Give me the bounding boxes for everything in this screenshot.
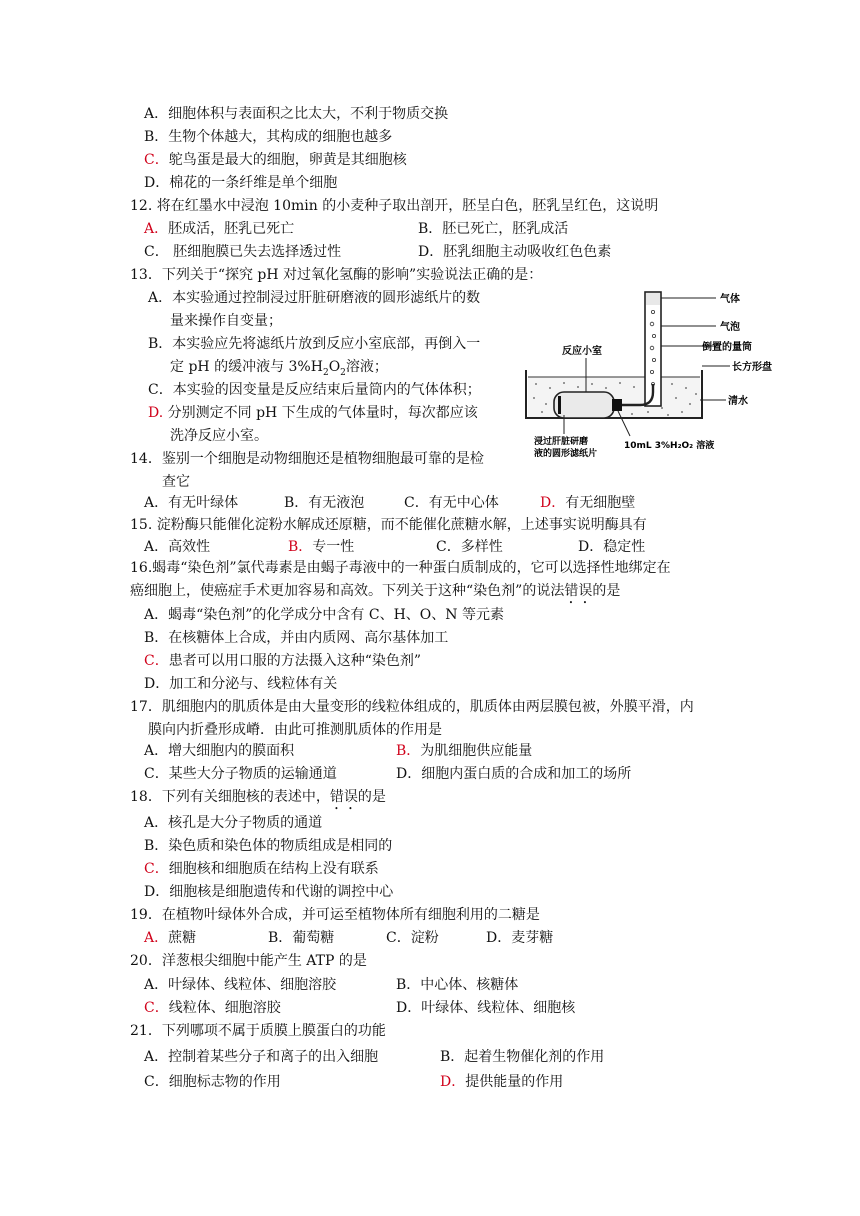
q13-option-d-line2: 洗净反应小室。	[170, 428, 268, 444]
answer-mark: C．	[144, 1000, 169, 1016]
label-solution: 10mL 3%H₂O₂ 溶液	[624, 441, 715, 451]
label-cylinder: 倒置的量筒	[702, 342, 752, 353]
answer-mark: D．	[440, 1074, 466, 1090]
q18-option-c	[144, 859, 379, 879]
q17-option-a: A．增大细胞内的膜面积	[144, 743, 295, 759]
q16-stem-line2	[130, 581, 620, 607]
q17-stem-line2: 膜向内折叠形成嵴．由此可推测肌质体的作用是	[148, 722, 442, 738]
q20-stem: 20．洋葱根尖细胞中能产生 ATP 的是	[130, 953, 367, 969]
q11-option-c	[144, 150, 407, 170]
q13-stem: 13．下列关于“探究 pH 对过氧化氢酶的影响”实验说法正确的是：	[130, 267, 543, 283]
q16-option-c	[144, 651, 421, 671]
text: 的是	[357, 789, 386, 805]
label-chamber: 反应小室	[562, 346, 602, 357]
q14-option-d-text: 有无细胞壁	[565, 495, 636, 511]
q21-option-c: C．细胞标志物的作用	[144, 1074, 281, 1090]
q12-option-a	[144, 219, 294, 239]
q16-option-c-text: 患者可以用口服的方法摄入这种“染色剂”	[168, 653, 422, 669]
q20-option-a: A．叶绿体、线粒体、细胞溶胶	[144, 977, 337, 993]
emphasis-mark: 错误	[564, 583, 593, 599]
q17-stem-line1: 17．肌细胞内的肌质体是由大量变形的线粒体组成的，肌质体由两层膜包被，外膜平滑，内	[130, 699, 694, 715]
q21-option-d	[440, 1072, 563, 1092]
q11-option-d: D．棉花的一条纤维是单个细胞	[144, 175, 338, 191]
q14-stem-line2: 查它	[162, 474, 190, 490]
q17-option-d: D．细胞内蛋白质的合成和加工的场所	[396, 766, 632, 782]
q14-option-b: B．有无液泡	[284, 495, 365, 511]
q15-option-b	[288, 537, 354, 557]
q13-option-b-line2	[170, 357, 388, 383]
q19-option-a	[144, 928, 196, 948]
answer-mark: C．	[144, 861, 169, 877]
answer-mark: B．	[288, 539, 313, 555]
answer-mark: D．	[540, 495, 566, 511]
text: 18．下列有关细胞核的表述中，	[130, 789, 330, 805]
q18-option-d: D．细胞核是细胞遗传和代谢的调控中心	[144, 884, 394, 900]
q12-option-b: B．胚已死亡，胚乳成活	[418, 221, 569, 237]
q19-stem: 19．在植物叶绿体外合成，并可运至植物体所有细胞利用的二糖是	[130, 907, 540, 923]
q18-stem	[130, 787, 386, 813]
q13-option-d-text: 分别测定不同 pH 下生成的气体量时，每次都应该	[163, 405, 478, 421]
q16-option-b: B．在核糖体上合成，并由内质网、高尔基体加工	[144, 630, 449, 646]
answer-mark: C．	[144, 152, 169, 168]
experiment-diagram	[512, 284, 790, 462]
label-filter-line2: 液的圆形滤纸片	[534, 449, 598, 459]
q14-stem-line1: 14．鉴别一个细胞是动物细胞还是植物细胞最可靠的是检	[130, 451, 484, 467]
q14-option-a: A．有无叶绿体	[144, 495, 239, 511]
label-filter-line1: 浸过肝脏研磨	[534, 437, 589, 447]
text: 的是	[592, 583, 621, 599]
q13-option-a-line2: 量来操作自变量；	[170, 313, 282, 329]
q18-option-b: B．染色质和染色体的物质组成是相同的	[144, 838, 393, 854]
emphasis-mark: 错误	[329, 789, 358, 805]
q11-option-a: A．细胞体积与表面积之比太大，不利于物质交换	[144, 106, 449, 122]
q16-option-d: D．加工和分泌与、线粒体有关	[144, 676, 338, 692]
q17-option-b-text: 为肌细胞供应能量	[420, 743, 533, 759]
subscript: 2	[340, 367, 346, 378]
q21-option-b: B．起着生物催化剂的作用	[440, 1049, 605, 1065]
q20-option-d: D．叶绿体、线粒体、细胞核	[396, 1000, 576, 1016]
q11-option-c-text: 鸵鸟蛋是最大的细胞，卵黄是其细胞核	[168, 152, 407, 168]
q17-option-c: C．某些大分子物质的运输通道	[144, 766, 337, 782]
label-bubble: 气泡	[720, 322, 740, 333]
label-tray: 长方形盘	[732, 362, 772, 373]
q15-option-c: C．多样性	[436, 539, 503, 555]
q18-option-a: A．核孔是大分子物质的通道	[144, 815, 323, 831]
q21-stem: 21．下列哪项不属于质膜上膜蛋白的功能	[130, 1023, 386, 1039]
q19-option-b: B．葡萄糖	[268, 930, 335, 946]
q19-option-d: D．麦芽糖	[486, 930, 554, 946]
q12-option-d: D．胚乳细胞主动吸收红色色素	[418, 244, 612, 260]
q17-option-b	[396, 741, 532, 761]
q15-option-a: A．高效性	[144, 539, 211, 555]
answer-mark: A．	[144, 930, 169, 946]
text: O	[328, 359, 341, 375]
q19-option-a-text: 蔗糖	[168, 930, 197, 946]
q21-option-d-text: 提供能量的作用	[465, 1074, 564, 1090]
q20-option-c-text: 线粒体、细胞溶胶	[168, 1000, 281, 1016]
subscript: 2	[322, 367, 329, 378]
q11-option-b: B．生物个体越大，其构成的细胞也越多	[144, 129, 393, 145]
text: 溶液；	[345, 359, 388, 375]
answer-mark: D.	[148, 405, 164, 421]
q15-option-d: D．稳定性	[578, 539, 646, 555]
q13-option-a-line1: A．本实验通过控制浸过肝脏研磨液的圆形滤纸片的数	[148, 290, 481, 306]
answer-mark: C．	[144, 653, 169, 669]
q12-option-c: C． 胚细胞膜已失去选择透过性	[144, 244, 342, 260]
label-water: 清水	[728, 396, 748, 407]
q18-option-c-text: 细胞核和细胞质在结构上没有联系	[168, 861, 379, 877]
q20-option-c	[144, 998, 281, 1018]
q12-option-a-text: 胚成活，胚乳已死亡	[168, 221, 295, 237]
q15-option-b-text: 专一性	[312, 539, 355, 555]
q14-option-d	[540, 493, 635, 513]
q20-option-b: B．中心体、核糖体	[396, 977, 519, 993]
q19-option-c: C．淀粉	[386, 930, 439, 946]
q15-stem: 15. 淀粉酶只能催化淀粉水解成还原糖，而不能催化蔗糖水解，上述事实说明酶具有	[130, 517, 647, 533]
q14-option-c: C．有无中心体	[404, 495, 499, 511]
q13-option-c: C．本实验的因变量是反应结束后量筒内的气体体积；	[148, 382, 481, 398]
answer-mark: B．	[396, 743, 421, 759]
q13-option-d-line1	[148, 403, 478, 423]
label-gas: 气体	[720, 294, 740, 305]
answer-mark: A．	[144, 221, 169, 237]
text: 定 pH 的缓冲液与 3%H	[170, 359, 323, 375]
q16-stem-line1: 16.蝎毒“染色剂”氯代毒素是由蝎子毒液中的一种蛋白质制成的，它可以选择性地绑定在	[130, 560, 671, 576]
q12-stem: 12. 将在红墨水中浸泡 10min 的小麦种子取出剖开，胚呈白色，胚乳呈红色，这说明	[130, 198, 659, 214]
q21-option-a: A．控制着某些分子和离子的出入细胞	[144, 1049, 379, 1065]
reaction-chamber	[554, 392, 614, 418]
filter-papers	[558, 396, 561, 414]
text: 癌细胞上，使癌症手术更加容易和高效。下列关于这种“染色剂”的说法	[130, 583, 565, 599]
q13-option-b-line1: B．本实验应先将滤纸片放到反应小室底部，再倒入一	[148, 336, 481, 352]
stopper	[612, 399, 622, 411]
q16-option-a: A．蝎毒“染色剂”的化学成分中含有 C、H、O、N 等元素	[144, 607, 504, 623]
